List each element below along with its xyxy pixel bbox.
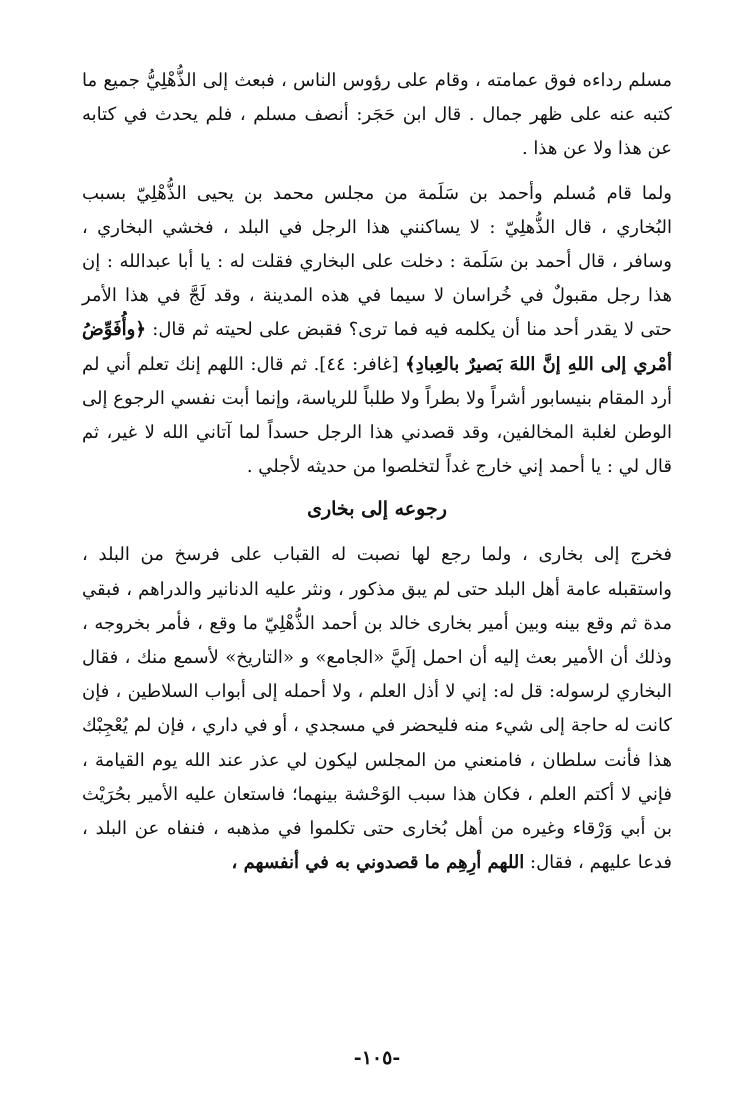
paragraph-1-text: مسلم رداءه فوق عمامته ، وقام على رؤوس الناس ، فبعث إلى الذُّهْلِيُّ جميع ما كتبه عنه على ظهر جمال . قال ابن حَجَر: أنصف مسلم ، فلم يحدث في كتابه عن هذا ولا عن هذا . bbox=[82, 70, 672, 160]
paragraph-2-text-a: ولما قام مُسلم وأحمد بن سَلَمة من مجلس محمد بن يحيى الذُّهْلِيّ بسبب البُخاري ، قال الذُّهلِيّ : لا يساكنني هذا الرجل في البلد ، فخشي البخاري ، وسافر ، قال أحمد بن سَلَمة : دخلت على البخاري فقلت له : يا أبا عبدالله : إن هذا رجل مقبولٌ في خُراسان لا سيما في هذه المدينة ، وقد لَجَّ في هذا الأمر حتى لا يقدر أحد منا أن يكلمه فيه فما ترى؟ فقبض على لحيته ثم قال: bbox=[82, 182, 672, 341]
paragraph-1 bbox=[82, 64, 672, 167]
page-number: -١٠٥- bbox=[353, 1047, 401, 1069]
section-heading: رجوعه إلى بخارى bbox=[307, 498, 447, 521]
paragraph-3-text-a: فخرج إلى بخارى ، ولما رجع لها نصبت له القباب على فرسخ من البلد ، واستقبله عامة أهل البلد حتى لم يبق مذكور ، ونثر عليه الدنانير والدراهم ، فبقي مدة ثم وقع بينه وبين أمير بخارى خالد بن أحمد الذُّهْلِيّ ما وقع ، فأمر بخروجه ، وذلك أن الأمير بعث إليه أن احمل إلَيَّ «الجامع» و «التاريخ» لأسمع منك ، فقال البخاري لرسوله: قل له: إني لا أذل العلم ، ولا أحمله إلى أبواب السلاطين ، فإن كانت له حاجة إلى شيء منه فليحضر في مسجدي ، أو في داري ، فإن لم يُعْجِبْك هذا فأنت سلطان ، فامنعني من المجلس ليكون لي عذر عند الله يوم القيامة ، فإني لا أكتم العلم ، فكان هذا سبب الوَحْشة بينهما؛ فاستعان عليه الأمير بحُرَيْث بن أبي وَرْقاء وغيره من أهل بُخارى حتى تكلموا في مذهبه ، فنفاه عن البلد ، فدعا عليهم ، فقال: bbox=[82, 544, 672, 874]
page-body bbox=[82, 64, 672, 880]
quran-verse: ﴿وأُفَوِّضُ أمْري إلى اللهِ إنَّ اللهَ بَصيرٌ بالعِبادِ﴾ bbox=[82, 319, 672, 375]
paragraph-2 bbox=[82, 177, 672, 485]
paragraph-3-text-b: اللهم أرِهِم ما قصدوني به في أنفسهم ، bbox=[231, 852, 525, 874]
paragraph-3 bbox=[82, 538, 672, 880]
paragraph-2-text-b: [غافر: ٤٤]. ثم قال: اللهم إنك تعلم أني لم أرد المقام بنيسابور أشراً ولا بطراً ولا طلباً للرياسة، وإنما أبت نفسي الرجوع إلى الوطن لغلبة المخالفين، وقد قصدني هذا الرجل حسداً لما آتاني الله لا غير، ثم قال لي : يا أحمد إني خارج غداً لتخلصوا من حديثه لأجلي . bbox=[82, 353, 672, 478]
